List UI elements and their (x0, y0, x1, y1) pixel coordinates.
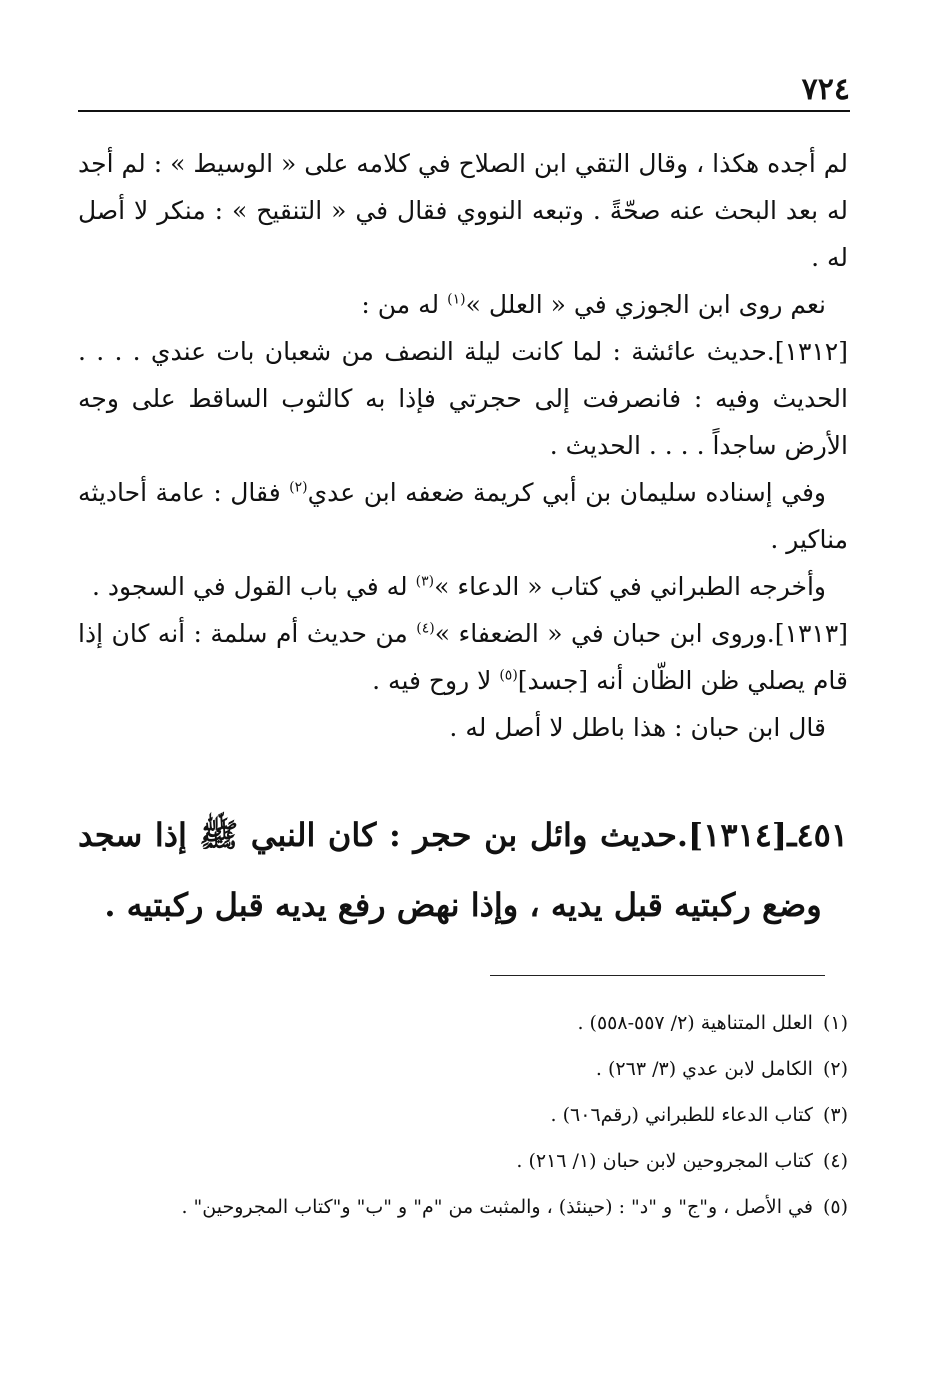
paragraph-text: وأخرجه الطبراني في كتاب « الدعاء » (434, 572, 826, 601)
hadith-text: لا روح فيه . (372, 666, 500, 695)
heading-ref: [١٣١٤] (688, 816, 788, 854)
paragraph-isnad (78, 469, 848, 563)
footnote-number: (١) (822, 1012, 848, 1034)
heading-number: ٤٥١ (796, 816, 848, 854)
hadith-text: .حديث عائشة : لما كانت ليلة النصف من شعبان بات عندي . . . . الحديث وفيه : فانصرفت إلى حجرتي فإذا به كالثوب الساقط على وجه الأرض ساجداً . . . . الحديث . (78, 337, 848, 460)
footnote-ref-4[interactable]: (٤) (416, 620, 435, 637)
footnote-ref-3[interactable]: (٣) (415, 573, 435, 590)
paragraph-continuation: لم أجده هكذا ، وقال التقي ابن الصلاح في كلامه على « الوسيط » : لم أجد له بعد البحث عنه صحّةً . وتبعه النووي فقال في « التنقيح » : منكر لا أصل له . (78, 149, 848, 272)
hadith-text: من حديث أم سلمة : أنه كان إذا قام يصلي ظن الظّان أنه [جسد] (78, 619, 848, 695)
footnote-3 (78, 1092, 848, 1138)
footnote-number: (٤) (822, 1150, 848, 1172)
paragraph-text: فقال : عامة أحاديثه مناكير . (78, 478, 848, 554)
paragraph-ibn-jawzi (78, 281, 848, 328)
hadith-number: [١٣١٣] (774, 619, 848, 648)
footnote-2 (78, 1046, 848, 1092)
hadith-number: [١٣١٢] (774, 337, 848, 366)
hadith-heading (78, 800, 848, 940)
paragraph-tabarani (78, 563, 848, 610)
footnote-ref-1[interactable]: (١) (447, 291, 466, 308)
footnote-ref-2[interactable]: (٢) (289, 479, 308, 496)
footnote-rule (490, 975, 825, 976)
paragraph-text: له من : (361, 290, 448, 319)
paragraph-text: له في باب القول في السجود . (91, 572, 416, 601)
paragraph-ibn-hibban: قال ابن حبان : هذا باطل لا أصل له . (449, 713, 826, 742)
footnote-text: في الأصل ، و"ج" و "د" : (حينئذ) ، والمثبت من "م" و "ب" و"كتاب المجروحين" . (181, 1196, 813, 1218)
footnote-number: (٥) (822, 1196, 848, 1218)
page-number: ٧٢٤ (801, 72, 850, 107)
heading-text: .حديث وائل بن حجر : كان النبي ﷺ إذا سجد وضع ركبتيه قبل يديه ، وإذا نهض رفع يديه قبل ركبتيه . (78, 816, 822, 924)
hadith-1312 (78, 328, 848, 469)
footnote-text: كتاب المجروحين لابن حبان (١/ ٢١٦) . (516, 1150, 813, 1172)
footnote-text: كتاب الدعاء للطبراني (رقم٦٠٦) . (550, 1104, 813, 1126)
paragraph-text: نعم روى ابن الجوزي في « العلل » (465, 290, 826, 319)
footnote-number: (٣) (822, 1104, 848, 1126)
heading-separator: ـ (787, 816, 797, 854)
footnote-number: (٢) (822, 1058, 848, 1080)
footnote-1 (78, 1000, 848, 1046)
footnote-ref-5[interactable]: (٥) (499, 667, 518, 684)
footnote-5 (78, 1184, 848, 1230)
paragraph-text: وفي إسناده سليمان بن أبي كريمة ضعفه ابن عدي (307, 478, 826, 507)
footnote-4 (78, 1138, 848, 1184)
footnotes (78, 1000, 848, 1230)
hadith-1313 (78, 610, 848, 704)
hadith-text: .وروى ابن حبان في « الضعفاء » (434, 619, 775, 648)
footnote-text: العلل المتناهية (٢/ ٥٥٧-٥٥٨) . (577, 1012, 813, 1034)
header-rule (78, 110, 850, 112)
footnote-text: الكامل لابن عدي (٣/ ٢٦٣) . (595, 1058, 813, 1080)
body-text (78, 140, 848, 751)
